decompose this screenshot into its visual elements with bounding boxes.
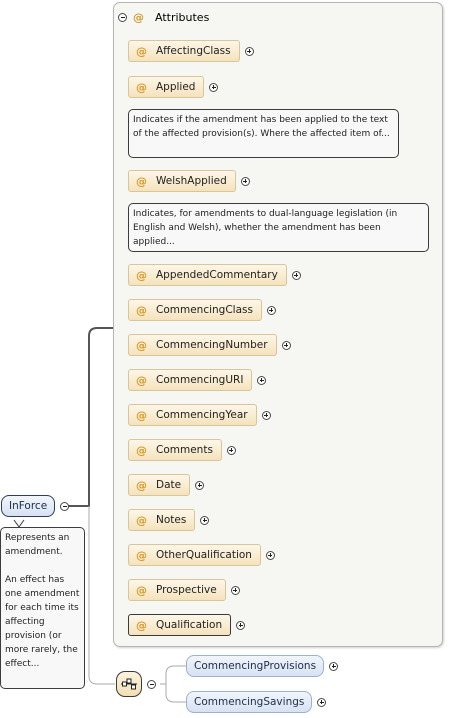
at-icon: @ [136, 80, 147, 94]
at-icon: @ [136, 408, 147, 422]
expand-icon[interactable] [282, 341, 291, 350]
expand-icon[interactable] [329, 662, 338, 671]
element-commencingprovisions[interactable] [186, 655, 338, 677]
attribute-label: Applied [156, 81, 196, 93]
attributes-header [118, 8, 209, 26]
at-icon: @ [136, 174, 147, 188]
expand-icon[interactable] [231, 586, 240, 595]
attributes-title: Attributes [155, 10, 210, 24]
inforce-documentation: Represents an amendment. An effect has one amendment for each time its affecting provision (or more rarely, the effect... [0, 527, 85, 689]
expand-icon[interactable] [292, 271, 301, 280]
commencingprovisions-label: CommencingProvisions [186, 655, 324, 677]
inforce-label: InForce [1, 495, 55, 517]
expand-icon[interactable] [200, 516, 209, 525]
attribute-welshapplied[interactable] [128, 170, 250, 192]
expand-icon[interactable] [317, 698, 326, 707]
attribute-label: AffectingClass [156, 45, 231, 57]
sequence-compositor[interactable] [116, 671, 156, 697]
attribute-applied[interactable] [128, 76, 218, 98]
element-commencingsavings[interactable] [186, 691, 326, 713]
element-inforce[interactable] [1, 495, 69, 517]
at-icon: @ [136, 513, 147, 527]
attribute-label: Notes [156, 514, 187, 526]
attribute-label: OtherQualification [156, 549, 252, 561]
attribute-commencingyear[interactable] [128, 404, 271, 426]
attribute-affectingclass[interactable] [128, 40, 254, 62]
expand-icon[interactable] [267, 306, 276, 315]
commencingsavings-label: CommencingSavings [186, 691, 312, 713]
attribute-label: CommencingNumber [156, 339, 268, 351]
attribute-commencinguri[interactable] [128, 369, 266, 391]
attribute-comments[interactable] [128, 439, 236, 461]
expand-icon[interactable] [195, 481, 204, 490]
at-icon: @ [136, 618, 147, 632]
at-icon: @ [136, 548, 147, 562]
inforce-doc-pointer [14, 520, 24, 527]
attribute-label: CommencingClass [156, 304, 253, 316]
attribute-date[interactable] [128, 474, 204, 496]
attribute-notes[interactable] [128, 509, 209, 531]
attribute-qualification[interactable] [128, 614, 245, 636]
collapse-sequence-icon[interactable] [147, 680, 156, 689]
root-to-attributes-connector [66, 328, 113, 506]
expand-icon[interactable] [262, 411, 271, 420]
at-icon: @ [136, 478, 147, 492]
attribute-label: Comments [156, 444, 213, 456]
attribute-appendedcommentary[interactable] [128, 264, 301, 286]
expand-icon[interactable] [227, 446, 236, 455]
attribute-commencingclass[interactable] [128, 299, 276, 321]
sequence-to-child-1-connector [160, 666, 186, 684]
expand-icon[interactable] [209, 83, 218, 92]
attribute-label: CommencingURI [156, 374, 244, 386]
attribute-label: Qualification [156, 619, 223, 631]
expand-icon[interactable] [241, 177, 250, 186]
attribute-label: WelshApplied [156, 175, 227, 187]
expand-icon[interactable] [257, 376, 266, 385]
sequence-icon [116, 671, 142, 697]
sequence-to-child-2-connector [166, 684, 186, 702]
collapse-attributes-icon[interactable] [118, 13, 127, 22]
collapse-inforce-icon[interactable] [60, 502, 69, 511]
attribute-otherqualification[interactable] [128, 544, 275, 566]
at-icon: @ [136, 268, 147, 282]
attribute-label: Date [156, 479, 182, 491]
expand-icon[interactable] [245, 47, 254, 56]
attribute-label: Prospective [156, 584, 217, 596]
at-icon: @ [136, 303, 147, 317]
at-icon: @ [136, 583, 147, 597]
welshapplied-documentation: Indicates, for amendments to dual-language legislation (in English and Welsh), whether the amendment has been applied... [128, 203, 429, 252]
applied-documentation: Indicates if the amendment has been applied to the text of the affected provision(s). Where the affected item of... [128, 109, 399, 158]
expand-icon[interactable] [266, 551, 275, 560]
attribute-prospective[interactable] [128, 579, 240, 601]
at-icon: @ [133, 10, 144, 24]
attribute-label: CommencingYear [156, 409, 248, 421]
at-icon: @ [136, 44, 147, 58]
at-icon: @ [136, 443, 147, 457]
at-icon: @ [136, 338, 147, 352]
at-icon: @ [136, 373, 147, 387]
attribute-commencingnumber[interactable] [128, 334, 291, 356]
root-to-sequence-connector [89, 506, 115, 684]
expand-icon[interactable] [236, 621, 245, 630]
attribute-label: AppendedCommentary [156, 269, 278, 281]
